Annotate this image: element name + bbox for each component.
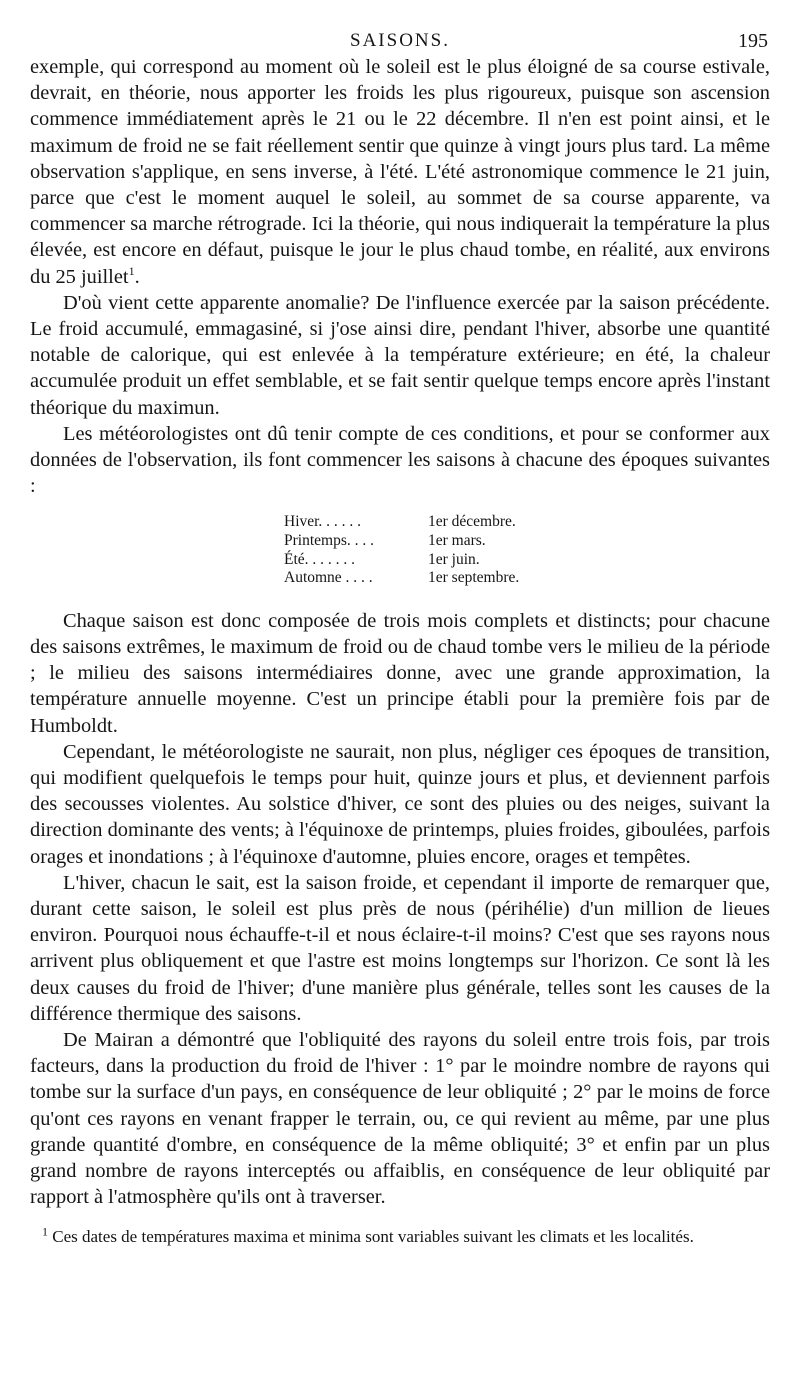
page-number: 195 bbox=[738, 30, 768, 52]
season-name: Été. . . . . . . bbox=[284, 550, 356, 568]
running-title: SAISONS. bbox=[350, 30, 450, 51]
table-row bbox=[284, 551, 519, 570]
table-row bbox=[284, 569, 519, 588]
footnote-marker: 1 bbox=[42, 1223, 48, 1238]
paragraph-continuation: exemple, qui correspond au moment où le soleil est le plus éloigné de sa course estivale, devrait, en théorie, nous apporter les froids les plus rigoureux, puisque son ascension commence immédiatement après le 21 ou le 22 décembre. Il n'en est point ainsi, et le maximum de froid ne se fait réellement sentir que quinze à vingt jours plus tard. La même observation s'applique, en sens inverse, à l'été. L'été astronomique commence le 21 juin, parce que c'est le moment auquel le soleil, au sommet de sa course apparente, va commencer sa marche rétrograde. Ici la théorie, qui nous indiquerait la température la plus élevée, est encore en défaut, puisque le jour le plus chaud tombe, en réalité, aux environs du 25 juillet$^1$. bbox=[30, 56, 770, 288]
season-name: Hiver. . . . . . bbox=[284, 513, 362, 531]
table-row bbox=[284, 532, 519, 551]
body-text bbox=[30, 54, 770, 1211]
paragraph-anomaly: D'où vient cette apparente anomalie? De l'influence exercée par la saison précédente. Le froid accumulé, emmagasiné, si j'ose ainsi dire, pendant l'hiver, absorbe une quantité notable de calorique, qui est enlevée à la température extérieure; en été, la chaleur accumulée produit un effet semblable, et se fait sentir quelque temps encore après l'instant théorique du maximun. bbox=[30, 291, 770, 419]
paragraph-meteorologists: Les météorologistes ont dû tenir compte de ces conditions, et pour se conformer aux données de l'observation, ils font commencer les saisons à chacune des époques suivantes : bbox=[30, 422, 770, 498]
season-start-date: 1er décembre. bbox=[428, 513, 516, 531]
seasons-table bbox=[284, 513, 519, 587]
season-name: Automne . . . . bbox=[284, 569, 373, 587]
paragraph-winter: L'hiver, chacun le sait, est la saison froide, et cependant il importe de remarquer que, durant cette saison, le soleil est plus près de nous (périhélie) d'un million de lieues environ. Pourquoi nous échauffe-t-il et nous éclaire-t-il moins? C'est que ses rayons nous arrivent plus obliquement et que l'astre est moins longtemps sur l'horizon. Ce sont là les deux causes du froid de l'hiver; d'une manière plus générale, telles sont les causes de la différence thermique des saisons. bbox=[30, 871, 770, 1025]
table-row bbox=[284, 513, 519, 532]
page-header bbox=[30, 20, 770, 54]
season-start-date: 1er mars. bbox=[428, 532, 486, 550]
season-name: Printemps. . . . bbox=[284, 532, 374, 550]
paragraph-de-mairan: De Mairan a démontré que l'obliquité des rayons du soleil entre trois fois, par trois facteurs, dans la production du froid de l'hiver : 1° par le moindre nombre de rayons qui tombe sur la surface d'un pays, en conséquence de leur obliquité ; 2° par le moins de force qu'ont ces rayons en venant frapper le terrain, ou, ce qui revient au même, par une plus grande quantité d'ombre, en conséquence de la même obliquité; 3° et enfin par un plus grand nombre de rayons interceptés ou affaiblis, en conséquence de leur obliquité par rapport à l'atmosphère qu'ils ont à traverser. bbox=[30, 1029, 770, 1209]
paragraph-transition: Cependant, le météorologiste ne saurait, non plus, négliger ces époques de transition, qui modifient quelquefois le temps pour huit, quinze jours et plus, et deviennent parfois des secousses violentes. Au solstice d'hiver, ce sont des pluies ou des neiges, suivant la direction dominante des vents; à l'équinoxe de printemps, pluies froides, giboulées, parfois orages et inondations ; à l'équinoxe d'automne, pluies encore, orages et tempêtes. bbox=[30, 740, 770, 868]
book-page bbox=[30, 20, 770, 1248]
paragraph-season-composition: Chaque saison est donc composée de trois mois complets et distincts; pour chacune des saisons extrêmes, le maximum de froid ou de chaud tombe vers le milieu de la période ; le milieu des saisons intermédiaires donne, avec une grande approximation, la température annuelle moyenne. C'est un principe établi pour la première fois par de Humboldt. bbox=[30, 609, 770, 737]
season-start-date: 1er septembre. bbox=[428, 569, 520, 587]
footnote-text: Ces dates de températures maxima et minima sont variables suivant les climats et les localités. bbox=[52, 1226, 694, 1246]
season-start-date: 1er juin. bbox=[428, 550, 480, 568]
footnote bbox=[30, 1225, 770, 1248]
footnote-reference: 1 bbox=[128, 263, 135, 278]
footnote-separator bbox=[30, 1211, 770, 1225]
